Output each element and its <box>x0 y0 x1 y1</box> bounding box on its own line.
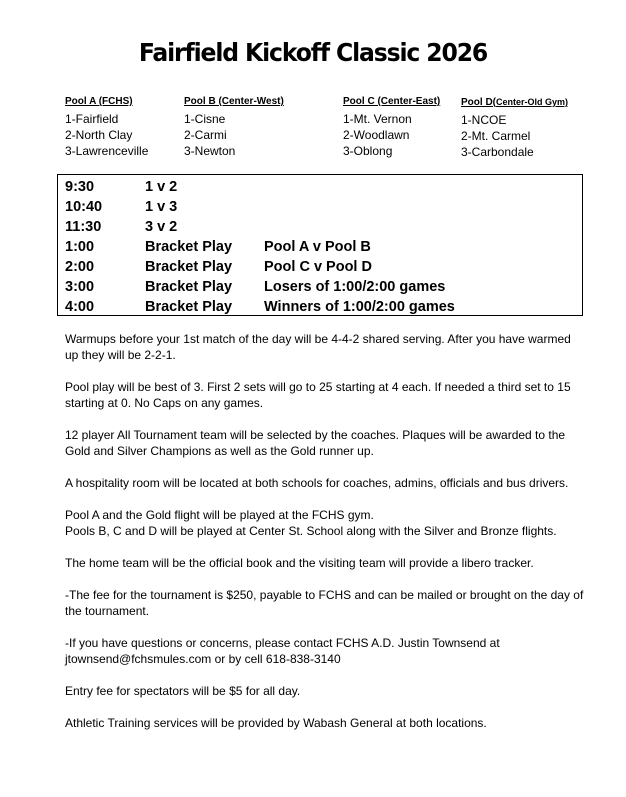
schedule-detail: Pool C v Pool D <box>264 259 372 275</box>
pool-team: 1-Mt. Vernon <box>343 112 412 126</box>
pool-team: 2-Mt. Carmel <box>461 129 531 143</box>
pool-play-paragraph: Pool play will be best of 3. First 2 sets will go to 25 starting at 4 each. If needed a third set to 15 starting at 0. No Caps on any games. <box>65 380 571 410</box>
schedule-match: Bracket Play <box>145 299 233 315</box>
pool-header <box>343 95 440 109</box>
schedule-match: Bracket Play <box>145 279 233 295</box>
contact-paragraph: -If you have questions or concerns, please contact FCHS A.D. Justin Townsend at jtownsend@fchsmules.com or by cell 618-838-3140 <box>65 636 500 666</box>
hospitality-paragraph: A hospitality room will be located at both schools for coaches, admins, officials and bus drivers. <box>65 476 569 490</box>
pool-team: 1-NCOE <box>461 113 507 127</box>
training-paragraph: Athletic Training services will be provided by Wabash General at both locations. <box>65 716 487 730</box>
pool-header <box>65 95 148 109</box>
pool-team: 3-Newton <box>184 144 236 158</box>
pool-d <box>461 95 568 160</box>
schedule-match: 3 v 2 <box>145 219 178 235</box>
pool-team: 3-Oblong <box>343 144 393 158</box>
page-title: Fairfield Kickoff Classic 2026 <box>138 38 488 67</box>
location-a-line: Pool A and the Gold flight will be played at the FCHS gym. <box>65 508 374 522</box>
schedule-detail: Winners of 1:00/2:00 games <box>264 299 455 315</box>
pool-team: 2-Woodlawn <box>343 128 410 142</box>
fee-paragraph: -The fee for the tournament is $250, payable to FCHS and can be mailed or brought on the day of the tournament. <box>65 588 584 618</box>
warmups-paragraph: Warmups before your 1st match of the day will be 4-4-2 shared serving. After you have warmed up they will be 2-2-1. <box>65 332 571 362</box>
schedule-time: 1:00 <box>65 239 95 255</box>
schedule-row <box>58 297 582 317</box>
schedule-time: 3:00 <box>65 279 95 295</box>
schedule-box <box>57 174 583 316</box>
spectators-paragraph: Entry fee for spectators will be $5 for all day. <box>65 684 301 698</box>
pool-header <box>184 95 284 109</box>
pool-team: 1-Cisne <box>184 112 226 126</box>
schedule-time: 11:30 <box>65 219 102 235</box>
pool-team: 1-Fairfield <box>65 112 119 126</box>
schedule-time: 4:00 <box>65 299 95 315</box>
pool-a <box>65 95 148 159</box>
location-bcd-line: Pools B, C and D will be played at Center St. School along with the Silver and Bronze flights. <box>65 524 557 538</box>
pool-team: 3-Carbondale <box>461 145 534 159</box>
pool-header-main: Pool B (Center-West) <box>184 96 284 107</box>
pool-header-small: Center-Old Gym) <box>496 97 569 107</box>
pool-team: 2-North Clay <box>65 128 133 142</box>
schedule-match: Bracket Play <box>145 239 233 255</box>
pool-header-main: Pool A (FCHS) <box>65 96 133 107</box>
book-paragraph: The home team will be the official book and the visiting team will provide a libero tracker. <box>65 556 534 570</box>
pool-team: 2-Carmi <box>184 128 227 142</box>
schedule-time: 2:00 <box>65 259 95 275</box>
pool-b <box>184 95 284 159</box>
schedule-row <box>58 177 582 197</box>
schedule-time: 10:40 <box>65 199 103 215</box>
schedule-detail: Losers of 1:00/2:00 games <box>264 279 446 295</box>
schedule-match: 1 v 2 <box>145 179 178 195</box>
pool-c <box>343 95 440 159</box>
schedule-time: 9:30 <box>65 179 95 195</box>
all-tournament-paragraph: 12 player All Tournament team will be selected by the coaches. Plaques will be awarded to the Gold and Silver Champions as well as the Gold runner up. <box>65 428 566 458</box>
pool-header-main: Pool D( <box>461 97 496 108</box>
notes-section <box>65 331 585 747</box>
schedule-match: 1 v 3 <box>145 199 178 215</box>
schedule-row <box>58 277 582 297</box>
schedule-row <box>58 237 582 257</box>
schedule-row <box>58 217 582 237</box>
schedule-detail: Pool A v Pool B <box>264 239 371 255</box>
schedule-match: Bracket Play <box>145 259 233 275</box>
schedule-row <box>58 257 582 277</box>
pool-header-main: Pool C (Center-East) <box>343 96 441 107</box>
pool-header <box>461 95 568 110</box>
schedule-row <box>58 197 582 217</box>
pool-team: 3-Lawrenceville <box>65 144 149 158</box>
